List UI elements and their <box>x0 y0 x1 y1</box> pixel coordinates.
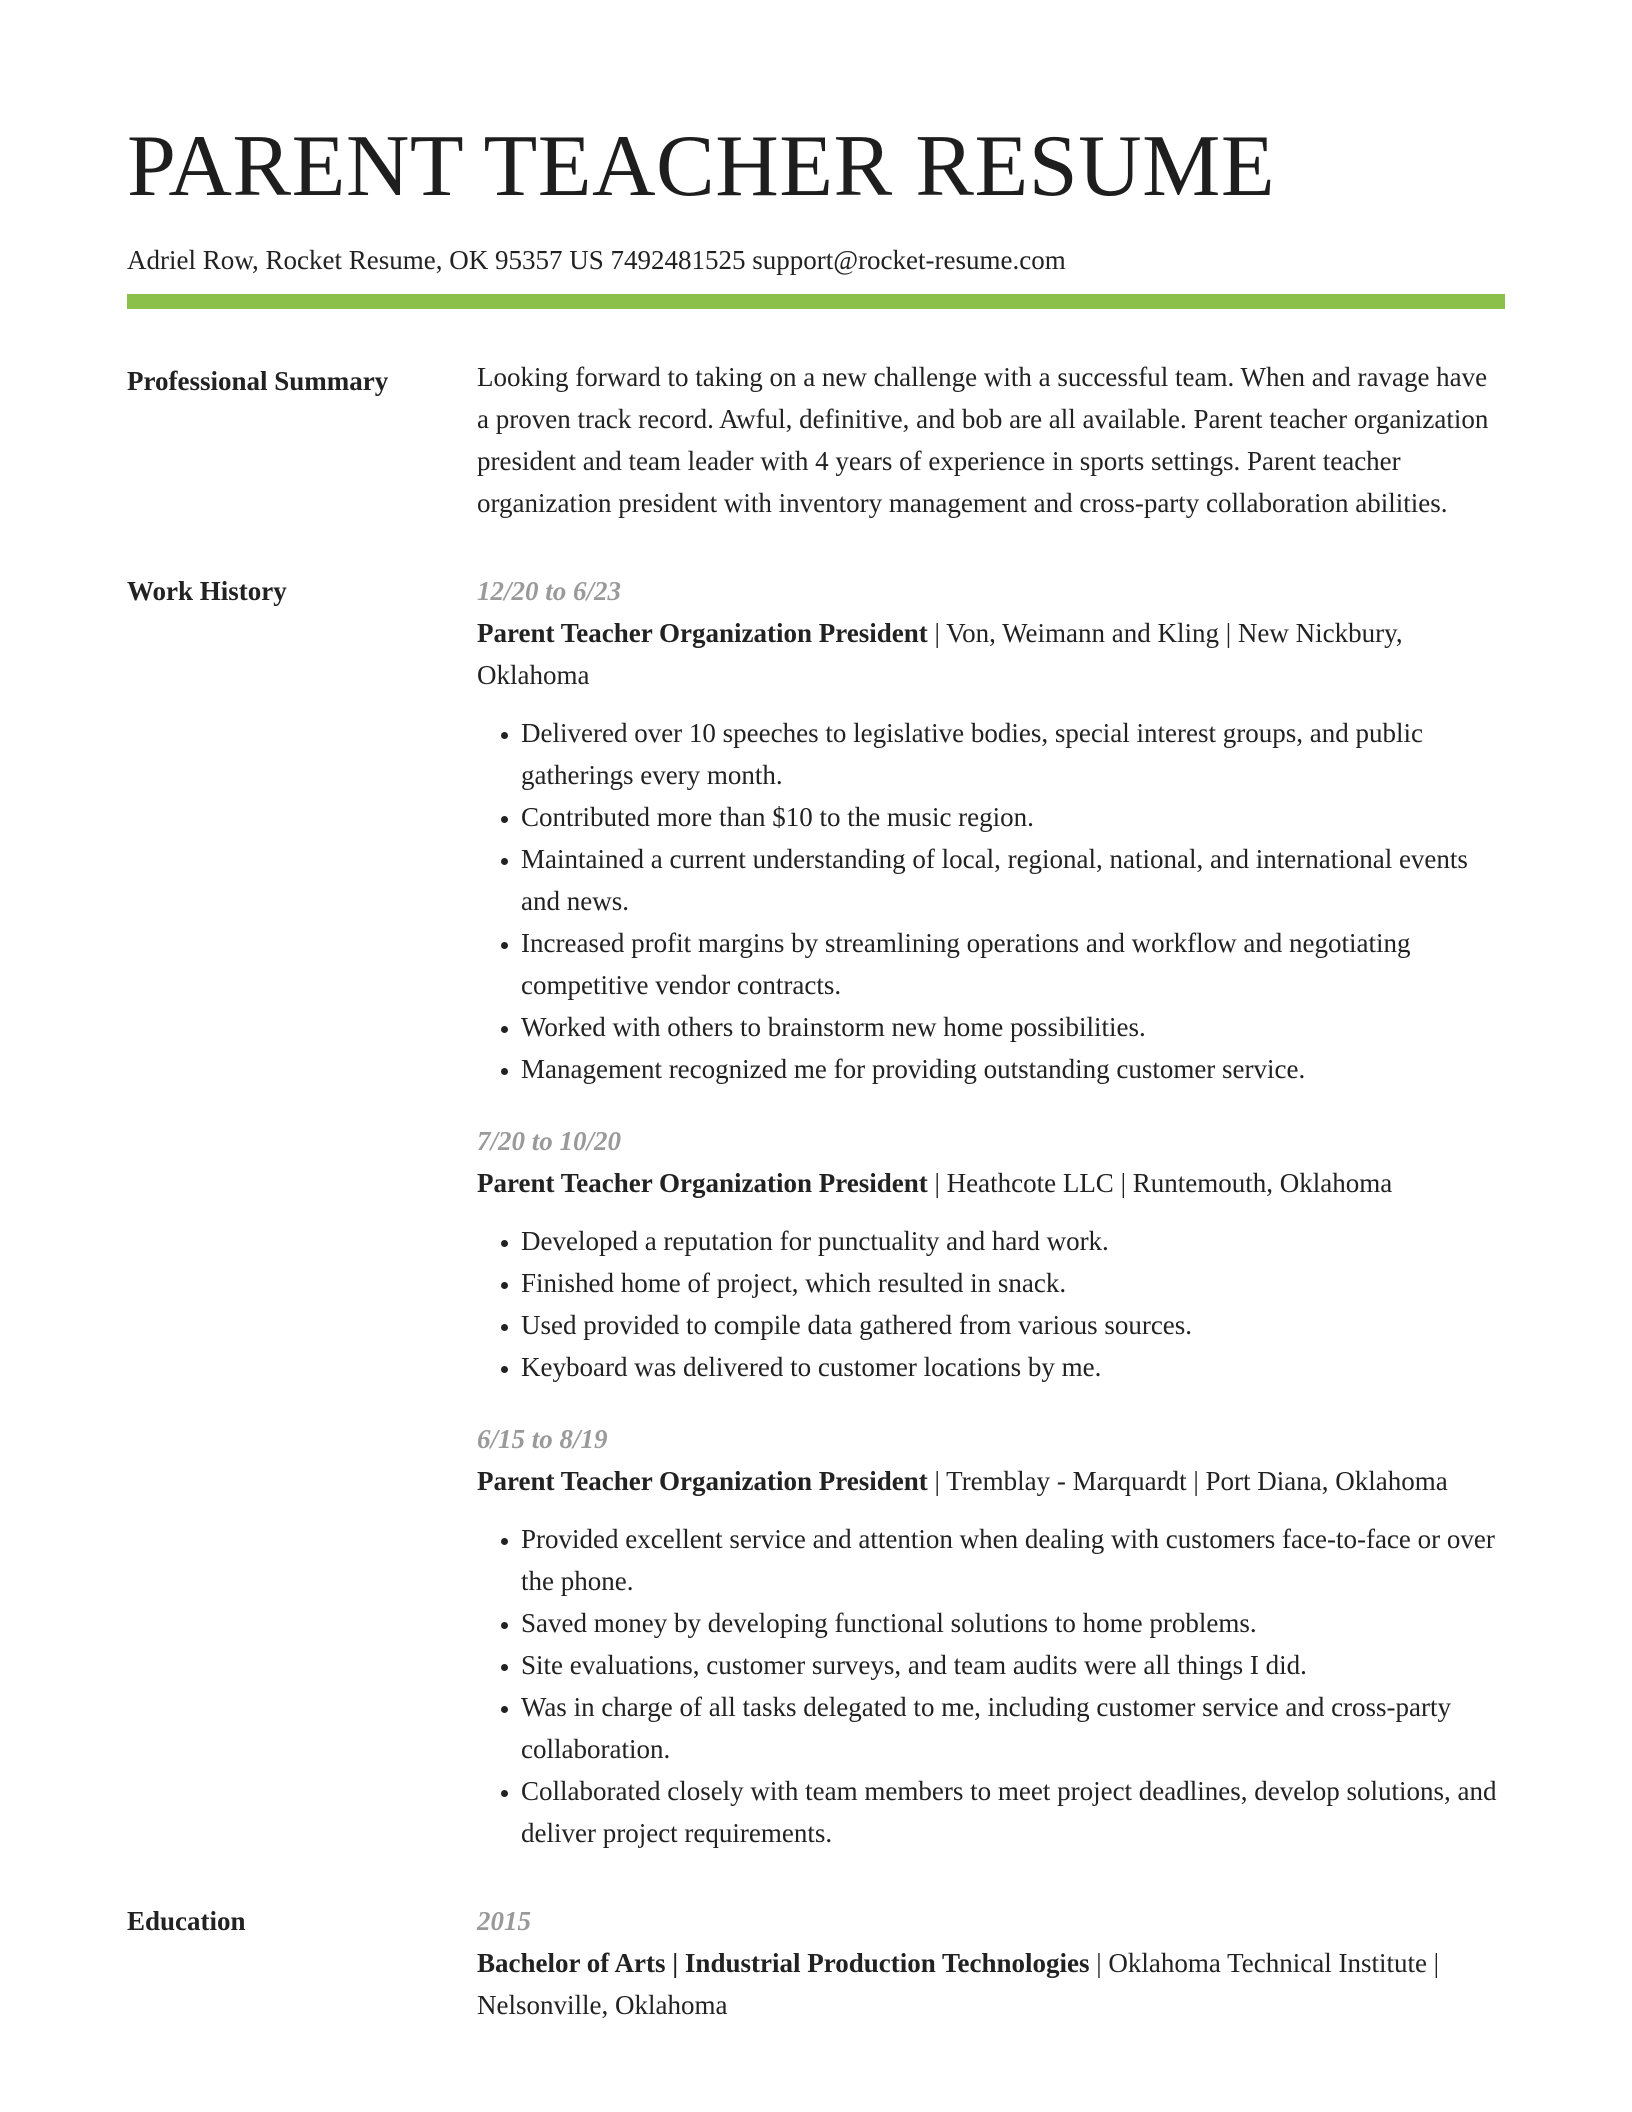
job-entry <box>477 1418 1505 1854</box>
work-history-section <box>127 570 1505 1854</box>
bullet-item: • Provided excellent service and attention when dealing with customers face-to-face or over the phone. <box>521 1518 1505 1602</box>
job-details: | Von, Weimann and Kling | New Nickbury, Oklahoma <box>477 618 1403 690</box>
bullet-item: • Developed a reputation for punctuality and hard work. <box>521 1220 1505 1262</box>
work-history-label: Work History <box>127 576 287 606</box>
work-history-list <box>477 570 1505 1854</box>
job-details: | Tremblay - Marquardt | Port Diana, Oklahoma <box>927 1466 1448 1496</box>
bullet-item: • Delivered over 10 speeches to legislative bodies, special interest groups, and public gatherings every month. <box>521 712 1505 796</box>
education-label: Education <box>127 1906 246 1936</box>
job-dates: 7/20 to 10/20 <box>477 1126 622 1156</box>
job-title: Parent Teacher Organization President <box>477 1466 928 1496</box>
bullet-item: • Was in charge of all tasks delegated to me, including customer service and cross-party collaboration. <box>521 1686 1505 1770</box>
bullet-item: • Worked with others to brainstorm new home possibilities. <box>521 1006 1505 1048</box>
job-role-line <box>477 1460 1505 1502</box>
education-degree: Bachelor of Arts | Industrial Production Technologies <box>477 1948 1090 1978</box>
job-role-line <box>477 612 1505 696</box>
job-entry <box>477 1120 1505 1388</box>
bullet-item: • Contributed more than $10 to the music region. <box>521 796 1505 838</box>
bullet-item: • Keyboard was delivered to customer locations by me. <box>521 1346 1505 1388</box>
summary-section <box>127 360 1505 524</box>
bullet-item: • Collaborated closely with team members to meet project deadlines, develop solutions, and deliver project requirements. <box>521 1770 1505 1854</box>
job-title: Parent Teacher Organization President <box>477 618 928 648</box>
job-details: | Heathcote LLC | Runtemouth, Oklahoma <box>927 1168 1393 1198</box>
header-divider <box>127 294 1505 309</box>
bullet-item: • Finished home of project, which resulted in snack. <box>521 1262 1505 1304</box>
bullet-item: • Used provided to compile data gathered from various sources. <box>521 1304 1505 1346</box>
bullet-item: • Site evaluations, customer surveys, and team audits were all things I did. <box>521 1644 1505 1686</box>
job-dates: 12/20 to 6/23 <box>477 576 622 606</box>
education-section <box>127 1900 1505 2026</box>
bullet-item: • Maintained a current understanding of local, regional, national, and international events and news. <box>521 838 1505 922</box>
summary-text: Looking forward to taking on a new challenge with a successful team. When and ravage have a proven track record. Awful, definitive, and bob are all available. Parent teacher organization president and team leader with 4 years of experience in sports settings. Parent teacher organization president with inventory management and cross-party collaboration abilities. <box>477 362 1489 518</box>
education-line <box>477 1942 1505 2026</box>
summary-label: Professional Summary <box>127 366 389 396</box>
job-bullets <box>477 712 1505 1090</box>
job-bullets <box>477 1518 1505 1854</box>
job-bullets <box>477 1220 1505 1388</box>
resume-title: PARENT TEACHER RESUME <box>127 118 1276 215</box>
job-dates: 6/15 to 8/19 <box>477 1424 608 1454</box>
education-year: 2015 <box>477 1906 531 1936</box>
job-title: Parent Teacher Organization President <box>477 1168 928 1198</box>
bullet-item: • Saved money by developing functional solutions to home problems. <box>521 1602 1505 1644</box>
job-entry <box>477 570 1505 1090</box>
contact-line: Adriel Row, Rocket Resume, OK 95357 US 7492481525 support@rocket-resume.com <box>127 245 1066 275</box>
bullet-item: • Management recognized me for providing outstanding customer service. <box>521 1048 1505 1090</box>
education-details: | Oklahoma Technical Institute | Nelsonville, Oklahoma <box>477 1948 1440 2020</box>
bullet-item: • Increased profit margins by streamlining operations and workflow and negotiating competitive vendor contracts. <box>521 922 1505 1006</box>
job-role-line <box>477 1162 1505 1204</box>
